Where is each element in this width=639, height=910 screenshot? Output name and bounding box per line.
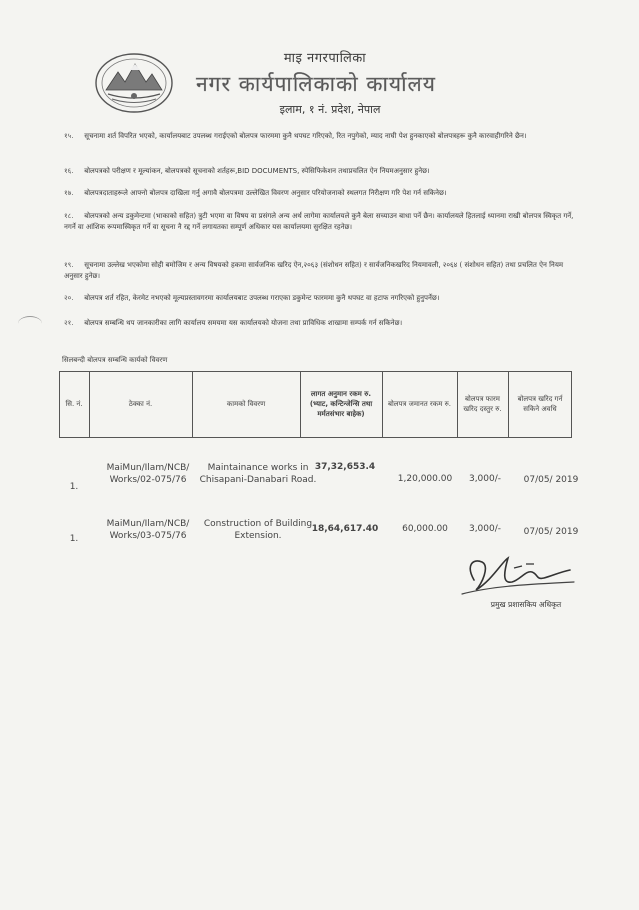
table-divider (571, 371, 572, 437)
row-fee: 3,000/- (468, 474, 502, 484)
row-sn: 1. (69, 534, 79, 544)
col-header-purchase-period: बोलपत्र खरिद गर्न सकिने अवधि (517, 395, 563, 413)
clause-number: १५. (64, 132, 74, 140)
clause-number: २१. (64, 319, 74, 327)
municipality-emblem-icon (94, 52, 174, 114)
table-divider (508, 371, 509, 437)
office-address: इलाम, १ नं. प्रदेश, नेपाल (279, 103, 381, 116)
table-divider (300, 371, 301, 437)
row-description: Construction of Building Extension. (203, 519, 313, 541)
clause-text: बोलपत्रको परीक्षण र मूल्यांकन, बोलपत्रको सूचनाको शर्तहरू,BID DOCUMENTS, स्पेसिफिकेशन तथाप्रचलित ऐन नियमअनुसार हुनेछ। (84, 167, 430, 175)
clause-number: १९. (64, 261, 74, 269)
municipality-name: माइ नगरपालिका (283, 51, 367, 66)
clause-16 (64, 166, 574, 177)
clause-text: बोलपत्र सम्बन्धि थप जानकारीका लागि कार्यालय समयमा यस कार्यालयको योजना तथा प्राविधिक शाखामा सम्पर्क गर्न सकिनेछ। (84, 319, 403, 327)
col-header-cost-estimate: लागत अनुमान रकम रु. (भ्याट, कन्टिन्जेन्सि तथा मर्मतसंभार बाहेक) (309, 390, 373, 418)
col-header-bid-security: बोलपत्र जमानत रकम रु. (388, 400, 451, 408)
signature-image (452, 550, 582, 602)
clause-text: बोलपत्रदाताहरूले आफ्नो बोलपत्र दाखिला गर्नु अगावै बोलपत्रमा उल्लेखित विवरण अनुसार परियोजनाको स्थलगत निरीक्षण गरि पेश गर्न सकिनेछ। (84, 189, 447, 197)
clause-20 (64, 293, 574, 304)
tender-table (59, 371, 579, 569)
row-description: Maintainance works in Chisapani-Danabari Road. (199, 463, 317, 485)
table-title: सिलबन्दी बोलपत्र सम्बन्धि कार्यको विवरण (62, 356, 168, 364)
clause-19 (64, 260, 574, 281)
clause-number: १७. (64, 189, 74, 197)
clause-number: २०. (64, 294, 74, 302)
clause-text: सूचनामा शर्त विपरित भएको, कार्यालयबाट उपलब्ध गराईएको बोलपत्र फारममा कुनै थपघट गरिएको, रित नपुगेको, म्याद नाघी पेश हुनकाएको बोलपत्रहरू कुनै कारवाहीगरिने छैन। (84, 132, 527, 140)
row-sn: 1. (69, 482, 79, 492)
row-security: 60,000.00 (402, 524, 448, 534)
row-contract-no: MaiMun/Ilam/NCB/ Works/02-075/76 (106, 463, 190, 485)
office-name: नगर कार्यपालिकाको कार्यालय (196, 72, 436, 96)
table-header-divider (59, 437, 572, 438)
clause-21 (64, 318, 574, 329)
row-date: 07/05/ 2019 (523, 475, 579, 485)
col-header-description: कामको विवरण (226, 400, 266, 408)
row-cost: 37,32,653.4 (314, 462, 376, 472)
row-fee: 3,000/- (468, 524, 502, 534)
clause-number: १८. (64, 212, 74, 220)
signatory-title: प्रमुख प्रशासकिय अधिकृत (490, 600, 562, 609)
clause-text: बोलपत्रको अन्य डकुमेन्टमा (भाकाको सहित) त्रुटी भएमा वा विषय वा प्रसंगले अन्य अर्थ लागेमा कार्यालयले कुनै बेला सच्याउन बाधा पर्ने छैन। कार्यालयले हितलाई ध्यानमा राखी बोलपत्र स्विकृत गर्ने, नगर्ने वा आंशिक रूपमास्विकृत गर्ने वा सूचना नै रद्द गर्ने लगायतका सम्पूर्ण अधिकार यस कार्यालयमा सुरक्षित रहनेछ। (64, 212, 574, 231)
col-header-form-fee: बोलपत्र फारम खरिद दस्तुर रु. (463, 395, 502, 413)
clause-17 (64, 188, 574, 199)
clause-18 (64, 211, 574, 232)
margin-mark (18, 316, 42, 331)
row-contract-no: MaiMun/Ilam/NCB/ Works/03-075/76 (106, 519, 190, 541)
col-header-sn: सि. नं. (65, 400, 83, 408)
clause-text: सूचनामा उल्लेख भएकोमा सोही बमोजिम र अन्य विषयको हकमा सार्वजनिक खरिद ऐन,२०६३ (संशोधन सहित) र सार्वजनिकखरिद नियमावली, २०६४ ( संशोधन सहित) तथा प्रचलित ऐन नियम अनुसार हुनेछ। (64, 261, 564, 280)
clause-number: १६. (64, 167, 74, 175)
row-date: 07/05/ 2019 (523, 527, 579, 537)
clause-text: बोलपत्र शर्त रहित, केरमेट नभएको मूल्यप्रस्तावगरमा कार्यालयबाट उपलब्ध गराएका डकुमेन्ट फारममा कुनै थपघट वा हटाफ नगरिएको हुनुपर्नेछ। (84, 294, 440, 302)
table-divider (457, 371, 458, 437)
row-cost: 18,64,617.40 (311, 524, 379, 534)
row-security: 1,20,000.00 (397, 474, 453, 484)
clause-15 (64, 131, 574, 142)
col-header-contract-no: ठेक्का नं. (128, 400, 153, 408)
